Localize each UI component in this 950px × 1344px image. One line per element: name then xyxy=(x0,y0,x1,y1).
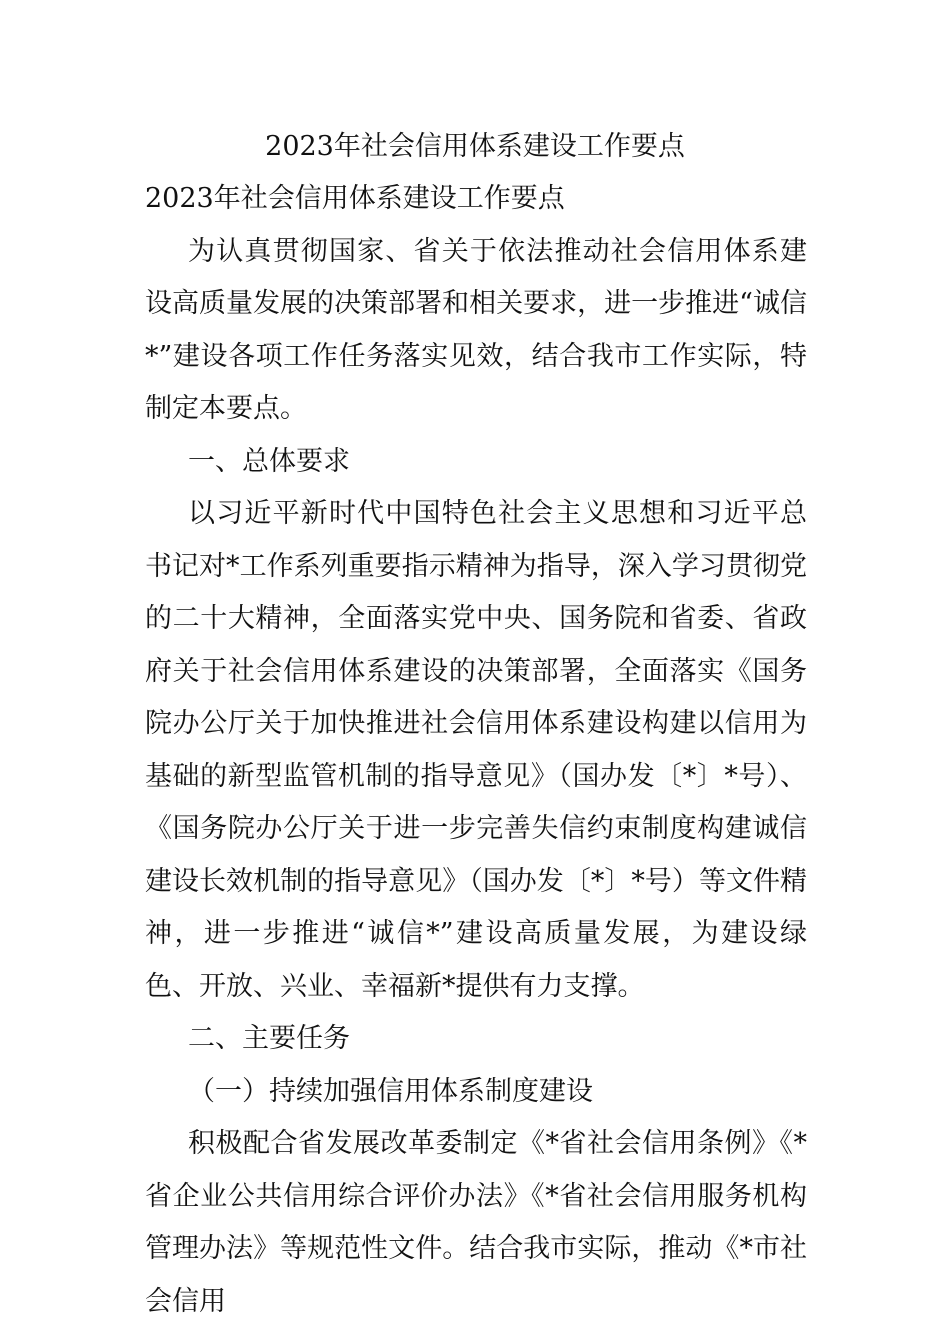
document-subtitle: 2023年社会信用体系建设工作要点 xyxy=(145,183,565,214)
document-title: 2023年社会信用体系建设工作要点 xyxy=(265,131,685,162)
subsection-heading-credit-system: （一）持续加强信用体系制度建设 xyxy=(188,1075,593,1107)
section-heading-general-requirements: 一、总体要求 xyxy=(188,445,350,477)
document-body xyxy=(145,173,807,1328)
section-heading-main-tasks: 二、主要任务 xyxy=(188,1023,350,1054)
intro-paragraph: 为认真贯彻国家、省关于依法推动社会信用体系建设高质量发展的决策部署和相关要求，进一步推进“诚信*”建设各项工作任务落实见效，结合我市工作实际，特制定本要点。 xyxy=(145,235,807,424)
general-requirements-paragraph: 以习近平新时代中国特色社会主义思想和习近平总书记对*工作系列重要指示精神为指导，深入学习贯彻党的二十大精神，全面落实党中央、国务院和省委、省政府关于社会信用体系建设的决策部署，全面落实《国务院办公厅关于加快推进社会信用体系建设构建以信用为基础的新型监管机制的指导意见》（国办发〔*〕*号）、《国务院办公厅关于进一步完善失信约束制度构建诚信建设长效机制的指导意见》（国办发〔*〕*号）等文件精神，进一步推进“诚信*”建设高质量发展，为建设绿色、开放、兴业、幸福新*提供有力支撑。 xyxy=(145,498,807,1002)
credit-system-paragraph: 积极配合省发展改革委制定《*省社会信用条例》《*省企业公共信用综合评价办法》《*省社会信用服务机构管理办法》等规范性文件。结合我市实际，推动《*市社会信用 xyxy=(145,1128,807,1317)
